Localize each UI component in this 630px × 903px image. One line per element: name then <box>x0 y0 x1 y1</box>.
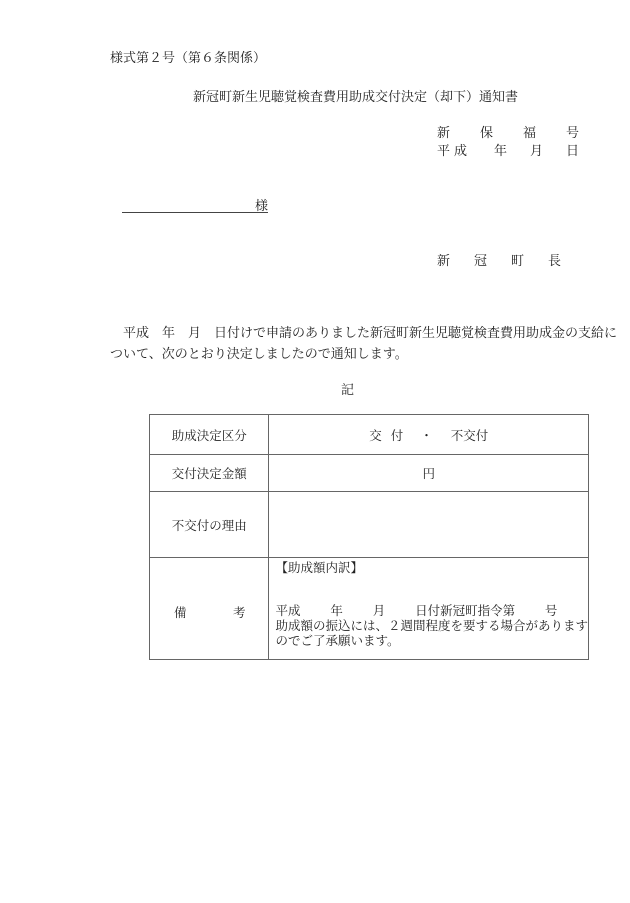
body-line: ついて、次のとおり決定しましたので通知します。 <box>110 347 408 362</box>
choice-deny: 不交付 <box>450 427 489 443</box>
note-line: のでご了承願います。 <box>275 633 400 648</box>
date-year: 年 <box>493 144 507 159</box>
reference-char: 新 <box>437 126 451 141</box>
reference-char: 号 <box>565 126 579 141</box>
row-label: 不交付の理由 <box>150 492 269 558</box>
table-row <box>150 492 589 558</box>
amount-value: 円 <box>269 455 589 492</box>
ki-heading: 記 <box>341 383 355 398</box>
remarks-cell <box>269 558 589 660</box>
order-month: 月 <box>372 603 386 618</box>
decision-choice <box>269 415 589 455</box>
form-number: 様式第２号（第６条関係） <box>110 51 267 66</box>
note-line: 助成額の振込には、２週間程度を要する場合があります <box>275 618 588 633</box>
denial-reason-value <box>269 492 589 558</box>
date-day: 日 <box>565 144 579 159</box>
order-reference <box>275 603 557 618</box>
order-era: 平成 <box>275 603 301 618</box>
body-line: 平成 年 月 日付けで申請のありました新冠町新生児聴覚検査費用助成金の支給に <box>123 326 618 341</box>
reference-char: 保 <box>479 126 493 141</box>
sender-char: 冠 <box>473 254 487 269</box>
document-title: 新冠町新生児聴覚検査費用助成交付決定（却下）通知書 <box>193 90 519 105</box>
sender <box>437 250 561 269</box>
order-year: 年 <box>330 603 343 618</box>
sender-char: 長 <box>547 254 561 269</box>
sender-char: 町 <box>510 254 524 269</box>
table-row <box>150 558 589 660</box>
sender-char: 新 <box>437 254 451 269</box>
date-era: 平成 <box>437 144 472 159</box>
row-label: 交付決定金額 <box>150 455 269 492</box>
reference-date <box>437 140 579 159</box>
date-month: 月 <box>529 144 543 159</box>
breakdown-heading: 【助成額内訳】 <box>275 560 363 575</box>
row-label-remarks <box>150 558 269 660</box>
label-char: 備 <box>174 604 187 620</box>
table-row <box>150 415 589 455</box>
row-label: 助成決定区分 <box>150 415 269 455</box>
table-row <box>150 455 589 492</box>
choice-separator: ・ <box>420 427 433 443</box>
reference-number <box>437 122 579 141</box>
label-char: 考 <box>232 604 246 620</box>
reference-char: 福 <box>522 126 536 141</box>
addressee-line <box>122 195 268 213</box>
addressee-honorific: 様 <box>254 199 268 214</box>
decision-table <box>149 414 589 660</box>
order-number-suffix: 号 <box>544 603 558 618</box>
choice-grant: 交付 <box>369 427 413 443</box>
body-paragraph <box>110 323 618 365</box>
order-text: 日付新冠町指令第 <box>415 603 516 618</box>
